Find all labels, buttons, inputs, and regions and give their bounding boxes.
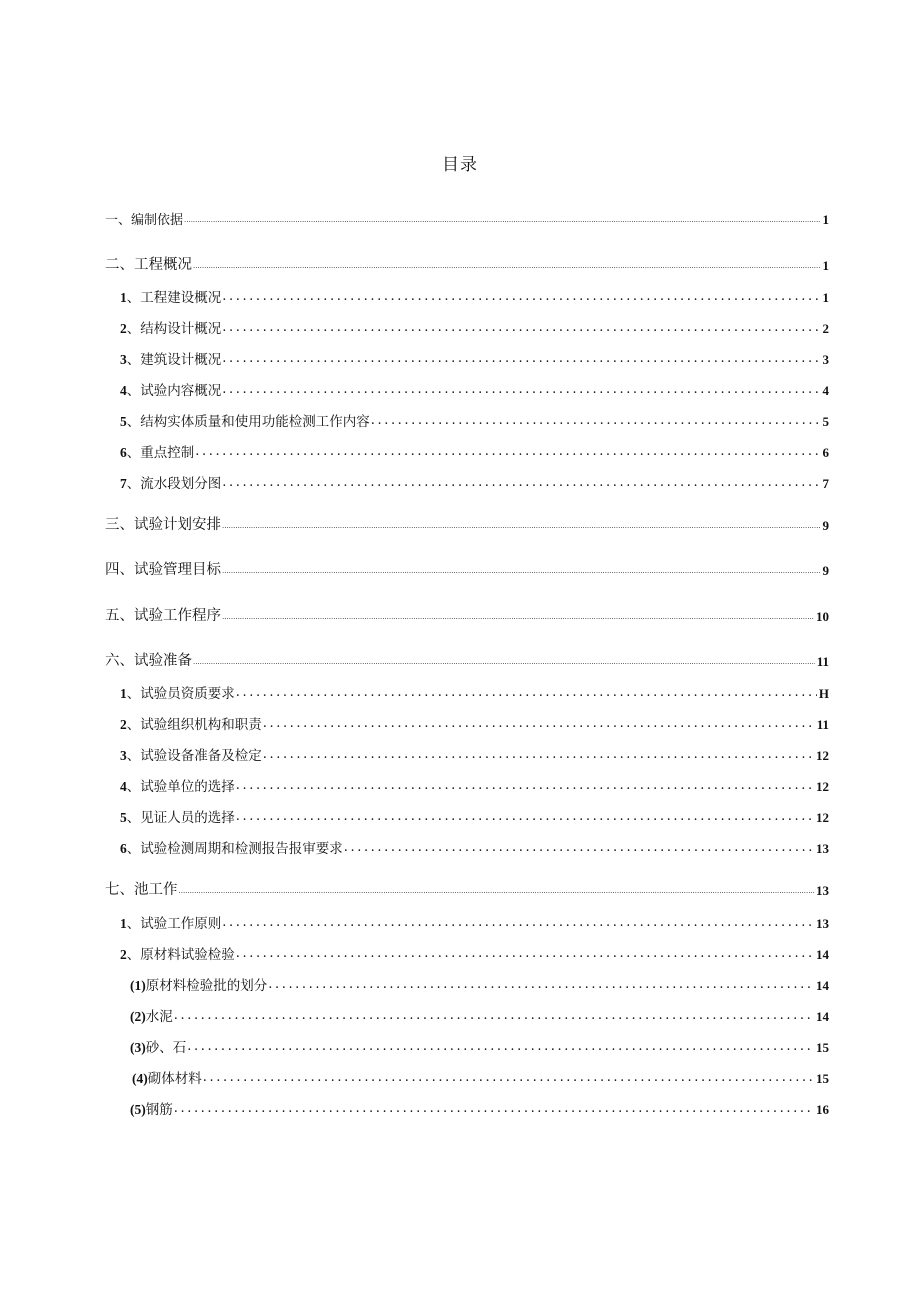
toc-entry-prefix: 3 [120, 748, 127, 763]
toc-page-number: 12 [816, 810, 829, 825]
dot-leader [184, 212, 820, 228]
dot-leader [179, 883, 815, 899]
toc-entry-2-4[interactable] [120, 377, 829, 399]
toc-entry-6-3[interactable] [120, 742, 829, 764]
dot-leader [222, 914, 814, 932]
dot-leader [193, 654, 815, 670]
toc-entry-prefix: (4) [132, 1071, 148, 1086]
toc-page-number: 4 [822, 383, 829, 398]
toc-page-number: H [818, 686, 829, 701]
page-title: 目录 [442, 155, 478, 175]
toc-entry-6[interactable] [105, 648, 829, 670]
toc-entry-2-3[interactable] [120, 346, 829, 368]
toc-entry-4[interactable] [105, 557, 829, 579]
dot-leader [236, 777, 814, 795]
toc-entry-prefix: 4 [120, 383, 127, 398]
toc-entry-prefix: 3 [120, 352, 127, 367]
toc-page-number: 16 [816, 1102, 829, 1117]
toc-page-number: 1 [822, 290, 829, 305]
dot-leader [222, 518, 821, 534]
toc-entry-prefix: 三、 [105, 517, 134, 533]
toc-entry-3[interactable] [105, 512, 829, 534]
toc-page-number: 1 [822, 212, 829, 227]
toc-page-number: 12 [816, 779, 829, 794]
toc-page-number: 14 [816, 947, 829, 962]
toc-entry-7-2-1[interactable] [130, 972, 829, 994]
toc-entry-prefix: (3) [130, 1040, 146, 1055]
toc-page-number: 5 [822, 414, 829, 429]
toc-page-number: 15 [816, 1071, 829, 1086]
toc-entry-prefix: (2) [130, 1009, 146, 1024]
toc-entry-prefix: 六、 [105, 653, 134, 669]
toc-page-number: 9 [822, 518, 829, 533]
toc-entry-text: 试验计划安排 [134, 517, 221, 533]
toc-entry-text: 、重点控制 [126, 445, 195, 461]
toc-entry-text: 砌体材料 [147, 1071, 202, 1087]
toc-entry-prefix: (1) [130, 978, 146, 993]
toc-page-number: 3 [822, 352, 829, 367]
dot-leader [236, 808, 814, 826]
toc-entry-text: 钢筋 [145, 1102, 173, 1118]
toc-entry-prefix: 一、 [105, 213, 132, 228]
dot-leader [371, 412, 821, 430]
toc-entry-text: 、结构实体质量和使用功能检测工作内容 [126, 414, 370, 430]
toc-entry-text: 、原材料试验检验 [126, 947, 235, 963]
toc-page-number: 11 [816, 654, 829, 669]
toc-entry-prefix: 七、 [105, 882, 134, 898]
toc-entry-prefix: 2 [120, 717, 127, 732]
toc-entry-prefix: 2 [120, 947, 127, 962]
toc-entry-text: 、试验检测周期和检测报告报审要求 [126, 841, 343, 857]
toc-entry-prefix: 1 [120, 916, 127, 931]
dot-leader [222, 288, 820, 306]
toc-entry-2[interactable] [105, 252, 829, 274]
toc-entry-prefix: 二、 [105, 257, 134, 273]
toc-entry-text: 水泥 [145, 1009, 173, 1025]
toc-page-number: 2 [822, 321, 829, 336]
toc-entry-text: 试验工作程序 [134, 608, 221, 624]
toc-entry-text: 、流水段划分图 [126, 476, 222, 492]
toc-page-number: 6 [822, 445, 829, 460]
dot-leader [195, 443, 820, 461]
toc-entry-text: 原材料检验批的划分 [145, 978, 268, 994]
dot-leader [263, 715, 815, 733]
toc-entry-text: 、结构设计概况 [126, 321, 222, 337]
dot-leader [236, 684, 817, 702]
toc-page-number: 14 [816, 978, 829, 993]
toc-entry-7-2[interactable] [120, 941, 829, 963]
toc-entry-6-6[interactable] [120, 835, 829, 857]
toc-entry-text: 砂、石 [145, 1040, 187, 1056]
toc-entry-text: 池工作 [134, 882, 178, 898]
toc-page-number: 13 [816, 916, 829, 931]
toc-page-number: 12 [816, 748, 829, 763]
toc-entry-7[interactable] [105, 877, 829, 899]
toc-page-number: 11 [816, 717, 829, 732]
dot-leader [236, 945, 814, 963]
dot-leader [222, 563, 821, 579]
toc-entry-text: 、试验组织机构和职责 [126, 717, 262, 733]
toc-page-number: 13 [816, 841, 829, 856]
toc-page-number: 7 [822, 476, 829, 491]
dot-leader [222, 319, 820, 337]
toc-entry-prefix: 2 [120, 321, 127, 336]
toc-entry-7-2-3[interactable] [130, 1034, 829, 1056]
toc-entry-5[interactable] [105, 603, 829, 625]
dot-leader [222, 381, 820, 399]
toc-entry-text: 、试验内容概况 [126, 383, 222, 399]
toc-entry-text: 、试验设备准备及检定 [126, 748, 262, 764]
toc-entry-7-2-2[interactable] [130, 1003, 829, 1025]
toc-entry-text: 试验管理目标 [134, 562, 221, 578]
toc-page-number: 1 [822, 258, 829, 273]
toc-entry-2-6[interactable] [120, 439, 829, 461]
toc-entry-prefix: 1 [120, 686, 127, 701]
toc-entry-text: 试验准备 [134, 653, 192, 669]
toc-page-number: 13 [816, 883, 829, 898]
dot-leader [174, 1007, 814, 1025]
toc-entry-2-1[interactable] [120, 284, 829, 306]
toc-entry-prefix: 5 [120, 810, 127, 825]
toc-entry-prefix: 五、 [105, 608, 134, 624]
dot-leader [174, 1100, 814, 1118]
toc-entry-prefix: 7 [120, 476, 127, 491]
toc-page-number: 14 [816, 1009, 829, 1024]
dot-leader [222, 474, 820, 492]
toc-entry-2-5[interactable] [120, 408, 829, 430]
toc-entry-prefix: 1 [120, 290, 127, 305]
toc-page-number: 15 [816, 1040, 829, 1055]
toc-entry-prefix: 6 [120, 841, 127, 856]
toc-entry-6-1[interactable] [120, 680, 829, 702]
toc-entry-7-2-5[interactable] [130, 1096, 829, 1118]
toc-entry-text: 、试验单位的选择 [126, 779, 235, 795]
toc-entry-text: 、工程建设概况 [126, 290, 222, 306]
dot-leader [222, 609, 814, 625]
toc-entry-prefix: (5) [130, 1102, 146, 1117]
toc-entry-7-1[interactable] [120, 910, 829, 932]
toc-entry-text: 、试验工作原则 [126, 916, 222, 932]
dot-leader [222, 350, 820, 368]
toc-page-number: 10 [816, 609, 829, 624]
toc-entry-6-2[interactable] [120, 711, 829, 733]
toc-entry-6-4[interactable] [120, 773, 829, 795]
dot-leader [187, 1038, 814, 1056]
toc-entry-1[interactable] [105, 206, 829, 228]
toc-entry-prefix: 6 [120, 445, 127, 460]
toc-page-number: 9 [822, 563, 829, 578]
dot-leader [263, 746, 814, 764]
toc-entry-text: 、试验员资质要求 [126, 686, 235, 702]
toc-entry-prefix: 四、 [105, 562, 134, 578]
toc-entry-text: 工程概况 [134, 257, 192, 273]
dot-leader [268, 976, 814, 994]
toc-entry-prefix: 5 [120, 414, 127, 429]
dot-leader [203, 1069, 814, 1087]
toc-entry-text: 、建筑设计概况 [126, 352, 222, 368]
dot-leader [344, 839, 814, 857]
toc-entry-2-7[interactable] [120, 470, 829, 492]
dot-leader [193, 258, 821, 274]
toc-entry-text: 、见证人员的选择 [126, 810, 235, 826]
toc-entry-prefix: 4 [120, 779, 127, 794]
toc-entry-6-5[interactable] [120, 804, 829, 826]
toc-entry-7-2-4[interactable] [132, 1065, 829, 1087]
toc-entry-text: 编制依据 [131, 213, 184, 228]
toc-entry-2-2[interactable] [120, 315, 829, 337]
